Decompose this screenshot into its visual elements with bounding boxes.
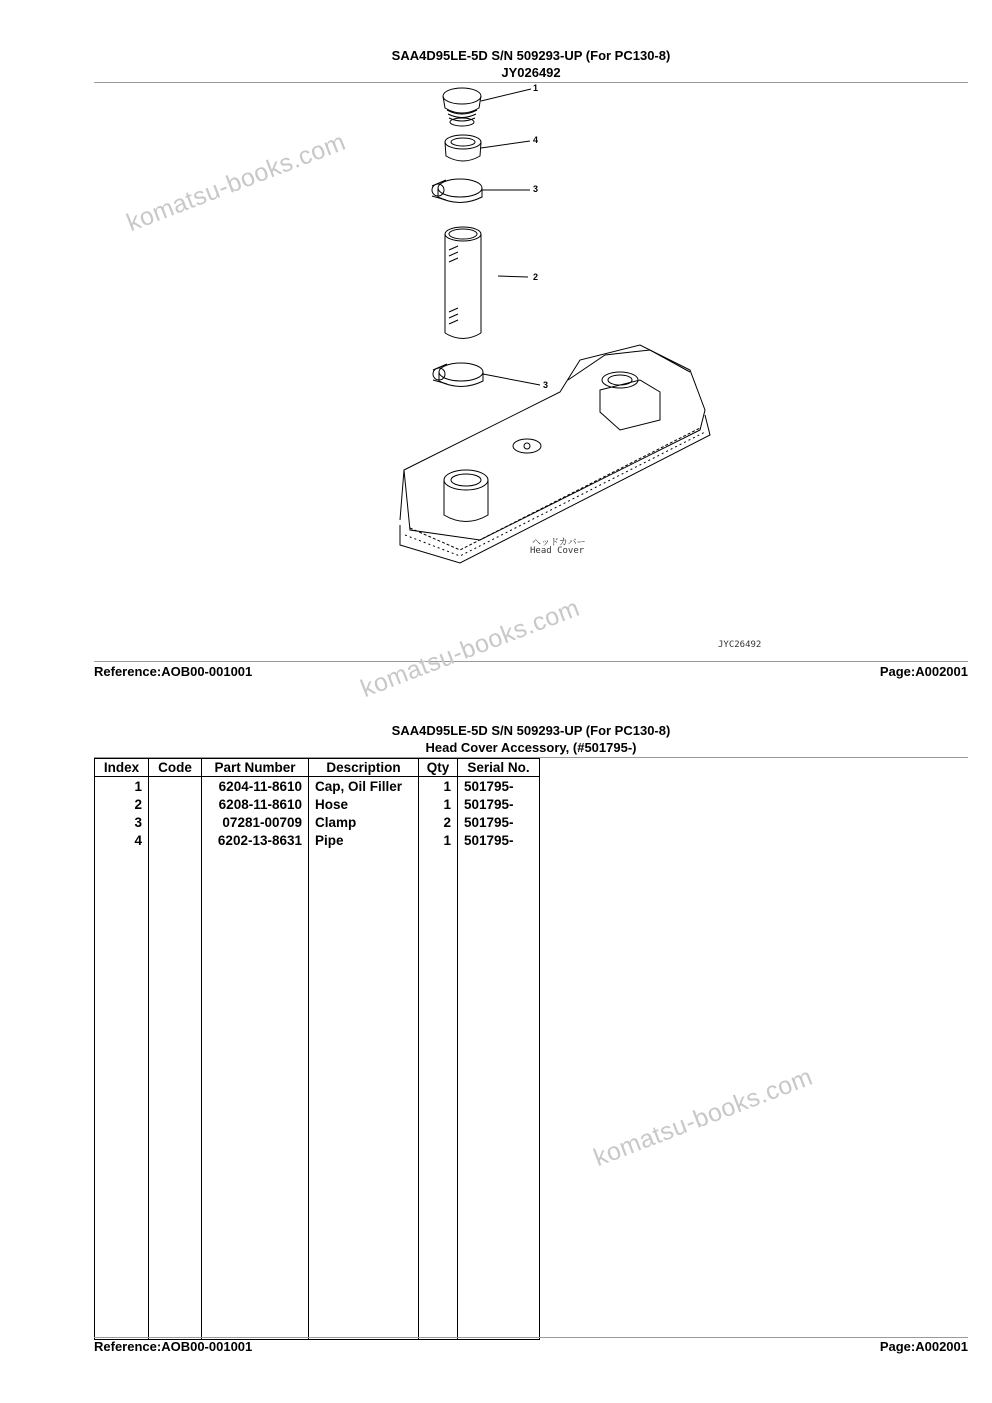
head-cover-drawing bbox=[400, 345, 710, 563]
list-subtitle: Head Cover Accessory, (#501795-) bbox=[425, 740, 637, 755]
table-row bbox=[95, 777, 540, 796]
watermark-2: komatsu-books.com bbox=[356, 593, 584, 704]
table-filler-row bbox=[95, 849, 540, 1340]
column-header-code: Code bbox=[149, 759, 202, 777]
figure-code: JYC26492 bbox=[718, 640, 762, 650]
cell-part-number: 6208-11-8610 bbox=[202, 795, 309, 813]
head-cover-label-jp: ヘッドカバー bbox=[532, 538, 586, 548]
ring-drawing bbox=[445, 135, 481, 161]
footer-rule-1 bbox=[94, 661, 968, 662]
cell-part-number: 6202-13-8631 bbox=[202, 831, 309, 849]
watermark-1: komatsu-books.com bbox=[122, 127, 350, 238]
column-header-qty: Qty bbox=[419, 759, 458, 777]
cell-index: 4 bbox=[95, 831, 149, 849]
column-header-index: Index bbox=[95, 759, 149, 777]
cell-serial: 501795- bbox=[458, 831, 540, 849]
cell-qty: 1 bbox=[419, 831, 458, 849]
cell-code bbox=[149, 813, 202, 831]
table-row bbox=[95, 813, 540, 831]
cell-part-number: 6204-11-8610 bbox=[202, 777, 309, 796]
callout-1: 1 bbox=[533, 83, 539, 93]
diagram-title: SAA4D95LE-5D S/N 509293-UP (For PC130-8) bbox=[391, 48, 671, 63]
cell-serial: 501795- bbox=[458, 777, 540, 796]
page-number-1: Page:A002001 bbox=[879, 664, 968, 679]
cell-qty: 2 bbox=[419, 813, 458, 831]
cell-qty: 1 bbox=[419, 795, 458, 813]
column-header-serial: Serial No. bbox=[458, 759, 540, 777]
parts-table bbox=[94, 758, 540, 1340]
cap-oil-filler-drawing bbox=[443, 88, 481, 126]
cell-description: Pipe bbox=[309, 831, 419, 849]
head-cover-label-en: Head Cover bbox=[530, 546, 585, 556]
list-title: SAA4D95LE-5D S/N 509293-UP (For PC130-8) bbox=[391, 723, 671, 738]
column-header-part-number: Part Number bbox=[202, 759, 309, 777]
callout-3-lower: 3 bbox=[543, 380, 549, 390]
table-header-row bbox=[95, 759, 540, 777]
cell-serial: 501795- bbox=[458, 813, 540, 831]
clamp-upper-drawing bbox=[432, 179, 482, 203]
cell-code bbox=[149, 795, 202, 813]
cell-serial: 501795- bbox=[458, 795, 540, 813]
table-row bbox=[95, 795, 540, 813]
reference-2: Reference:AOB00-001001 bbox=[94, 1339, 253, 1354]
cell-index: 1 bbox=[95, 777, 149, 796]
leader-lines bbox=[481, 89, 540, 385]
diagram-subtitle: JY026492 bbox=[501, 65, 561, 80]
hose-drawing bbox=[445, 227, 481, 339]
cell-qty: 1 bbox=[419, 777, 458, 796]
page-number-2: Page:A002001 bbox=[879, 1339, 968, 1354]
column-header-description: Description bbox=[309, 759, 419, 777]
table-row bbox=[95, 831, 540, 849]
exploded-parts-diagram bbox=[0, 0, 992, 700]
callout-4: 4 bbox=[533, 135, 539, 145]
callout-3-upper: 3 bbox=[533, 184, 539, 194]
cell-description: Hose bbox=[309, 795, 419, 813]
cell-code bbox=[149, 831, 202, 849]
cell-description: Clamp bbox=[309, 813, 419, 831]
clamp-lower-drawing bbox=[433, 363, 483, 387]
callout-2: 2 bbox=[533, 272, 539, 282]
cell-index: 3 bbox=[95, 813, 149, 831]
cell-description: Cap, Oil Filler bbox=[309, 777, 419, 796]
cell-index: 2 bbox=[95, 795, 149, 813]
cell-part-number: 07281-00709 bbox=[202, 813, 309, 831]
cell-code bbox=[149, 777, 202, 796]
footer-rule-2 bbox=[94, 1337, 968, 1338]
reference-1: Reference:AOB00-001001 bbox=[94, 664, 253, 679]
watermark-3: komatsu-books.com bbox=[589, 1062, 817, 1173]
